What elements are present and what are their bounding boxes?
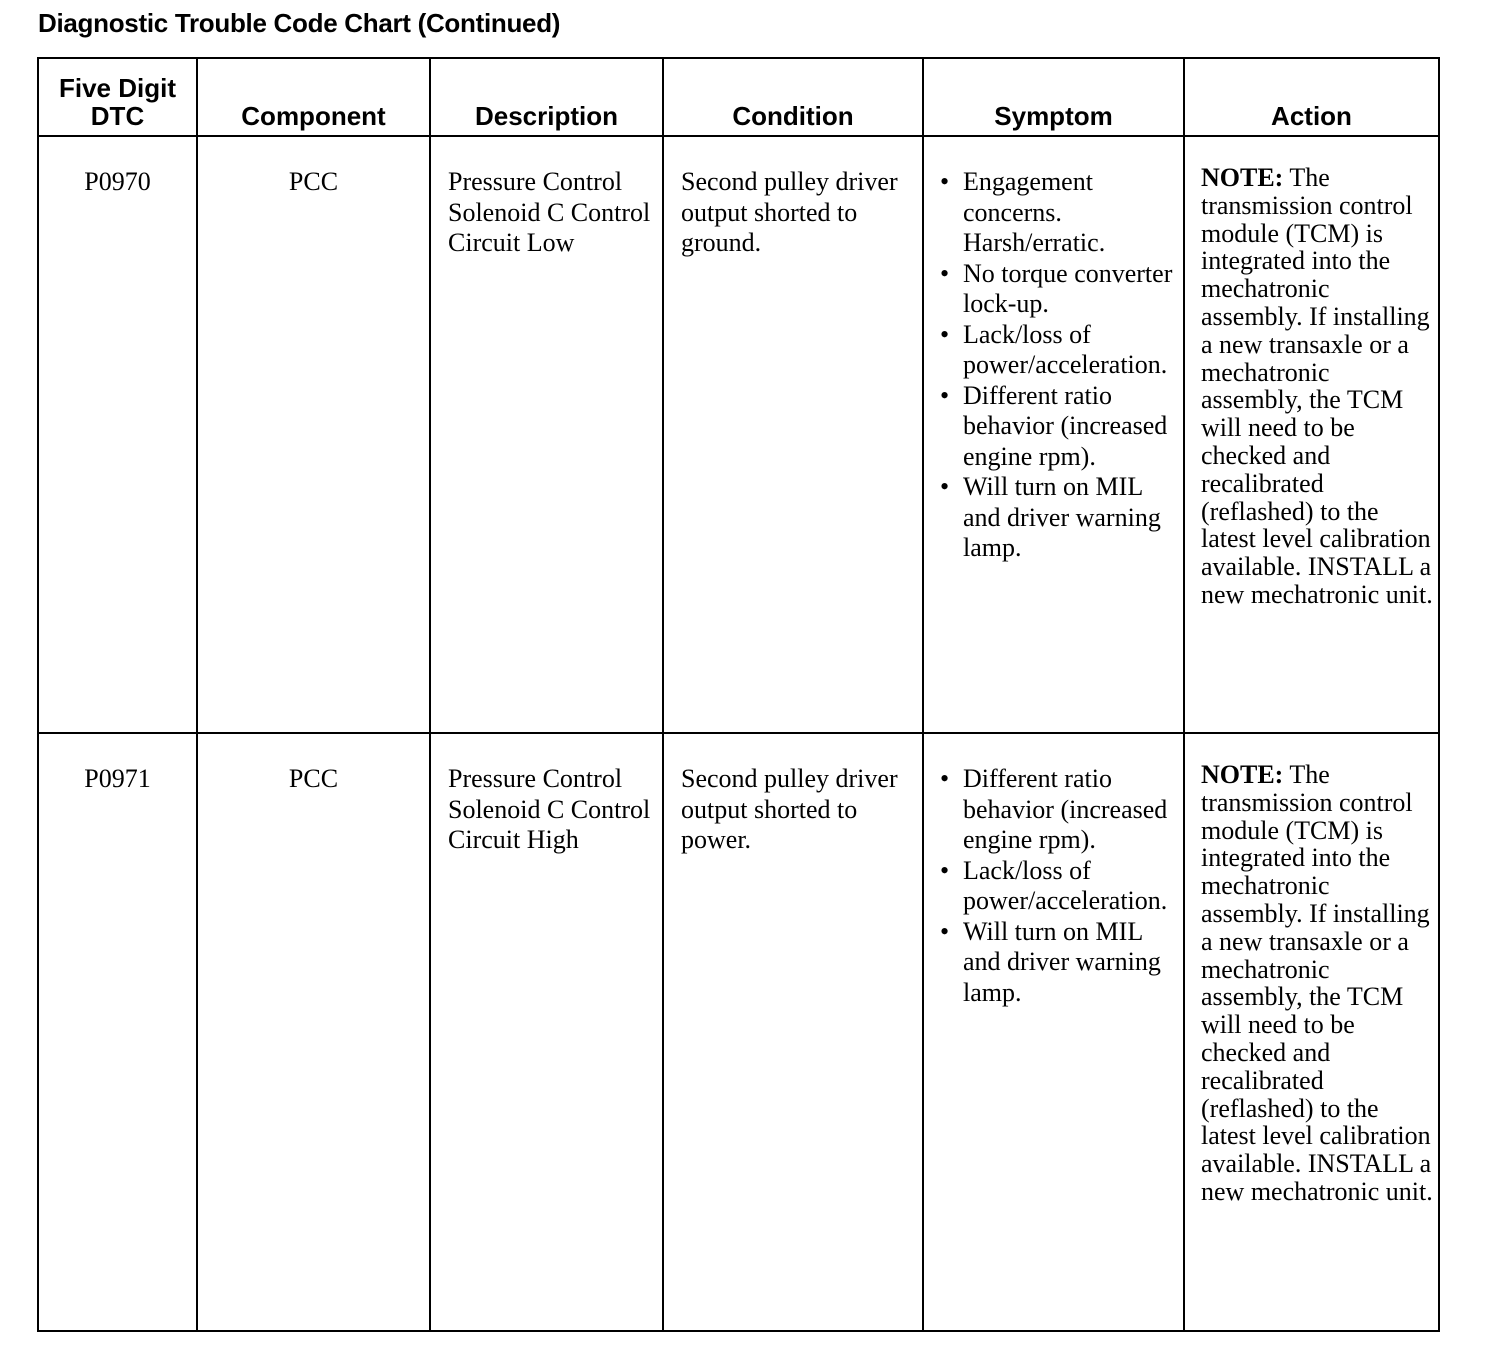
- symptom-text: Lack/loss of power/acceleration.: [963, 855, 1168, 915]
- symptom-item: [940, 917, 1183, 1009]
- cell-symptom: [923, 733, 1184, 1331]
- bullet-icon: •: [940, 764, 950, 793]
- symptom-text: Different ratio behavior (increased engine rpm).: [963, 380, 1168, 471]
- action-text: The transmission control module (TCM) is integrated into the mechatronic assembly. If installing a new transaxle or a mechatronic assembly, the TCM will need to be checked and recalibrated (reflashed) to the latest level calibration available. INSTALL a new mechatronic unit.: [1201, 760, 1433, 1206]
- header-action: Action: [1184, 58, 1439, 136]
- symptom-text: Lack/loss of power/acceleration.: [963, 319, 1168, 379]
- cell-action: [1184, 136, 1439, 733]
- symptom-list: [940, 764, 1183, 1008]
- symptom-list: [940, 167, 1183, 564]
- table-row: [38, 136, 1439, 733]
- header-description: Description: [430, 58, 663, 136]
- header-symptom: Symptom: [923, 58, 1184, 136]
- bullet-icon: •: [940, 855, 950, 885]
- symptom-item: [940, 320, 1183, 381]
- note-label: NOTE:: [1201, 163, 1284, 192]
- cell-action: [1184, 733, 1439, 1331]
- note-label: NOTE:: [1201, 760, 1284, 789]
- cell-component: PCC: [197, 733, 430, 1331]
- cell-description: Pressure Control Solenoid C Control Circuit Low: [430, 136, 663, 733]
- symptom-item: [940, 856, 1183, 917]
- cell-symptom: [923, 136, 1184, 733]
- dtc-table: [37, 57, 1440, 1332]
- cell-description: Pressure Control Solenoid C Control Circuit High: [430, 733, 663, 1331]
- cell-component: PCC: [197, 136, 430, 733]
- symptom-item: [940, 259, 1183, 320]
- header-dtc-label: Five Digit DTC: [58, 73, 176, 131]
- cell-dtc: P0970: [38, 136, 197, 733]
- symptom-text: Different ratio behavior (increased engine rpm).: [963, 764, 1168, 854]
- bullet-icon: •: [940, 258, 950, 288]
- page-title: Diagnostic Trouble Code Chart (Continued): [38, 8, 561, 38]
- header-component: Component: [197, 58, 430, 136]
- bullet-icon: •: [940, 472, 950, 501]
- cell-dtc: P0971: [38, 733, 197, 1331]
- table-row: [38, 733, 1439, 1331]
- bullet-icon: •: [940, 380, 950, 410]
- symptom-text: Engagement concerns. Harsh/erratic.: [963, 167, 1106, 257]
- symptom-text: Will turn on MIL and driver warning lamp.: [963, 472, 1161, 562]
- action-text: The transmission control module (TCM) is integrated into the mechatronic assembly. If installing a new transaxle or a mechatronic assembly, the TCM will need to be checked and recalibrated (reflashed) to the latest level calibration available. INSTALL a new mechatronic unit.: [1201, 163, 1433, 609]
- bullet-icon: •: [940, 916, 950, 946]
- symptom-item: [940, 472, 1183, 564]
- header-dtc: [38, 58, 197, 136]
- symptom-text: Will turn on MIL and driver warning lamp.: [963, 916, 1161, 1007]
- bullet-icon: •: [940, 167, 950, 196]
- bullet-icon: •: [940, 319, 950, 349]
- symptom-item: [940, 764, 1183, 856]
- cell-condition: Second pulley driver output shorted to power.: [663, 733, 923, 1331]
- symptom-text: No torque converter lock-up.: [963, 258, 1173, 318]
- header-condition: Condition: [663, 58, 923, 136]
- header-row: [38, 58, 1439, 136]
- symptom-item: [940, 167, 1183, 259]
- symptom-item: [940, 381, 1183, 473]
- cell-condition: Second pulley driver output shorted to ground.: [663, 136, 923, 733]
